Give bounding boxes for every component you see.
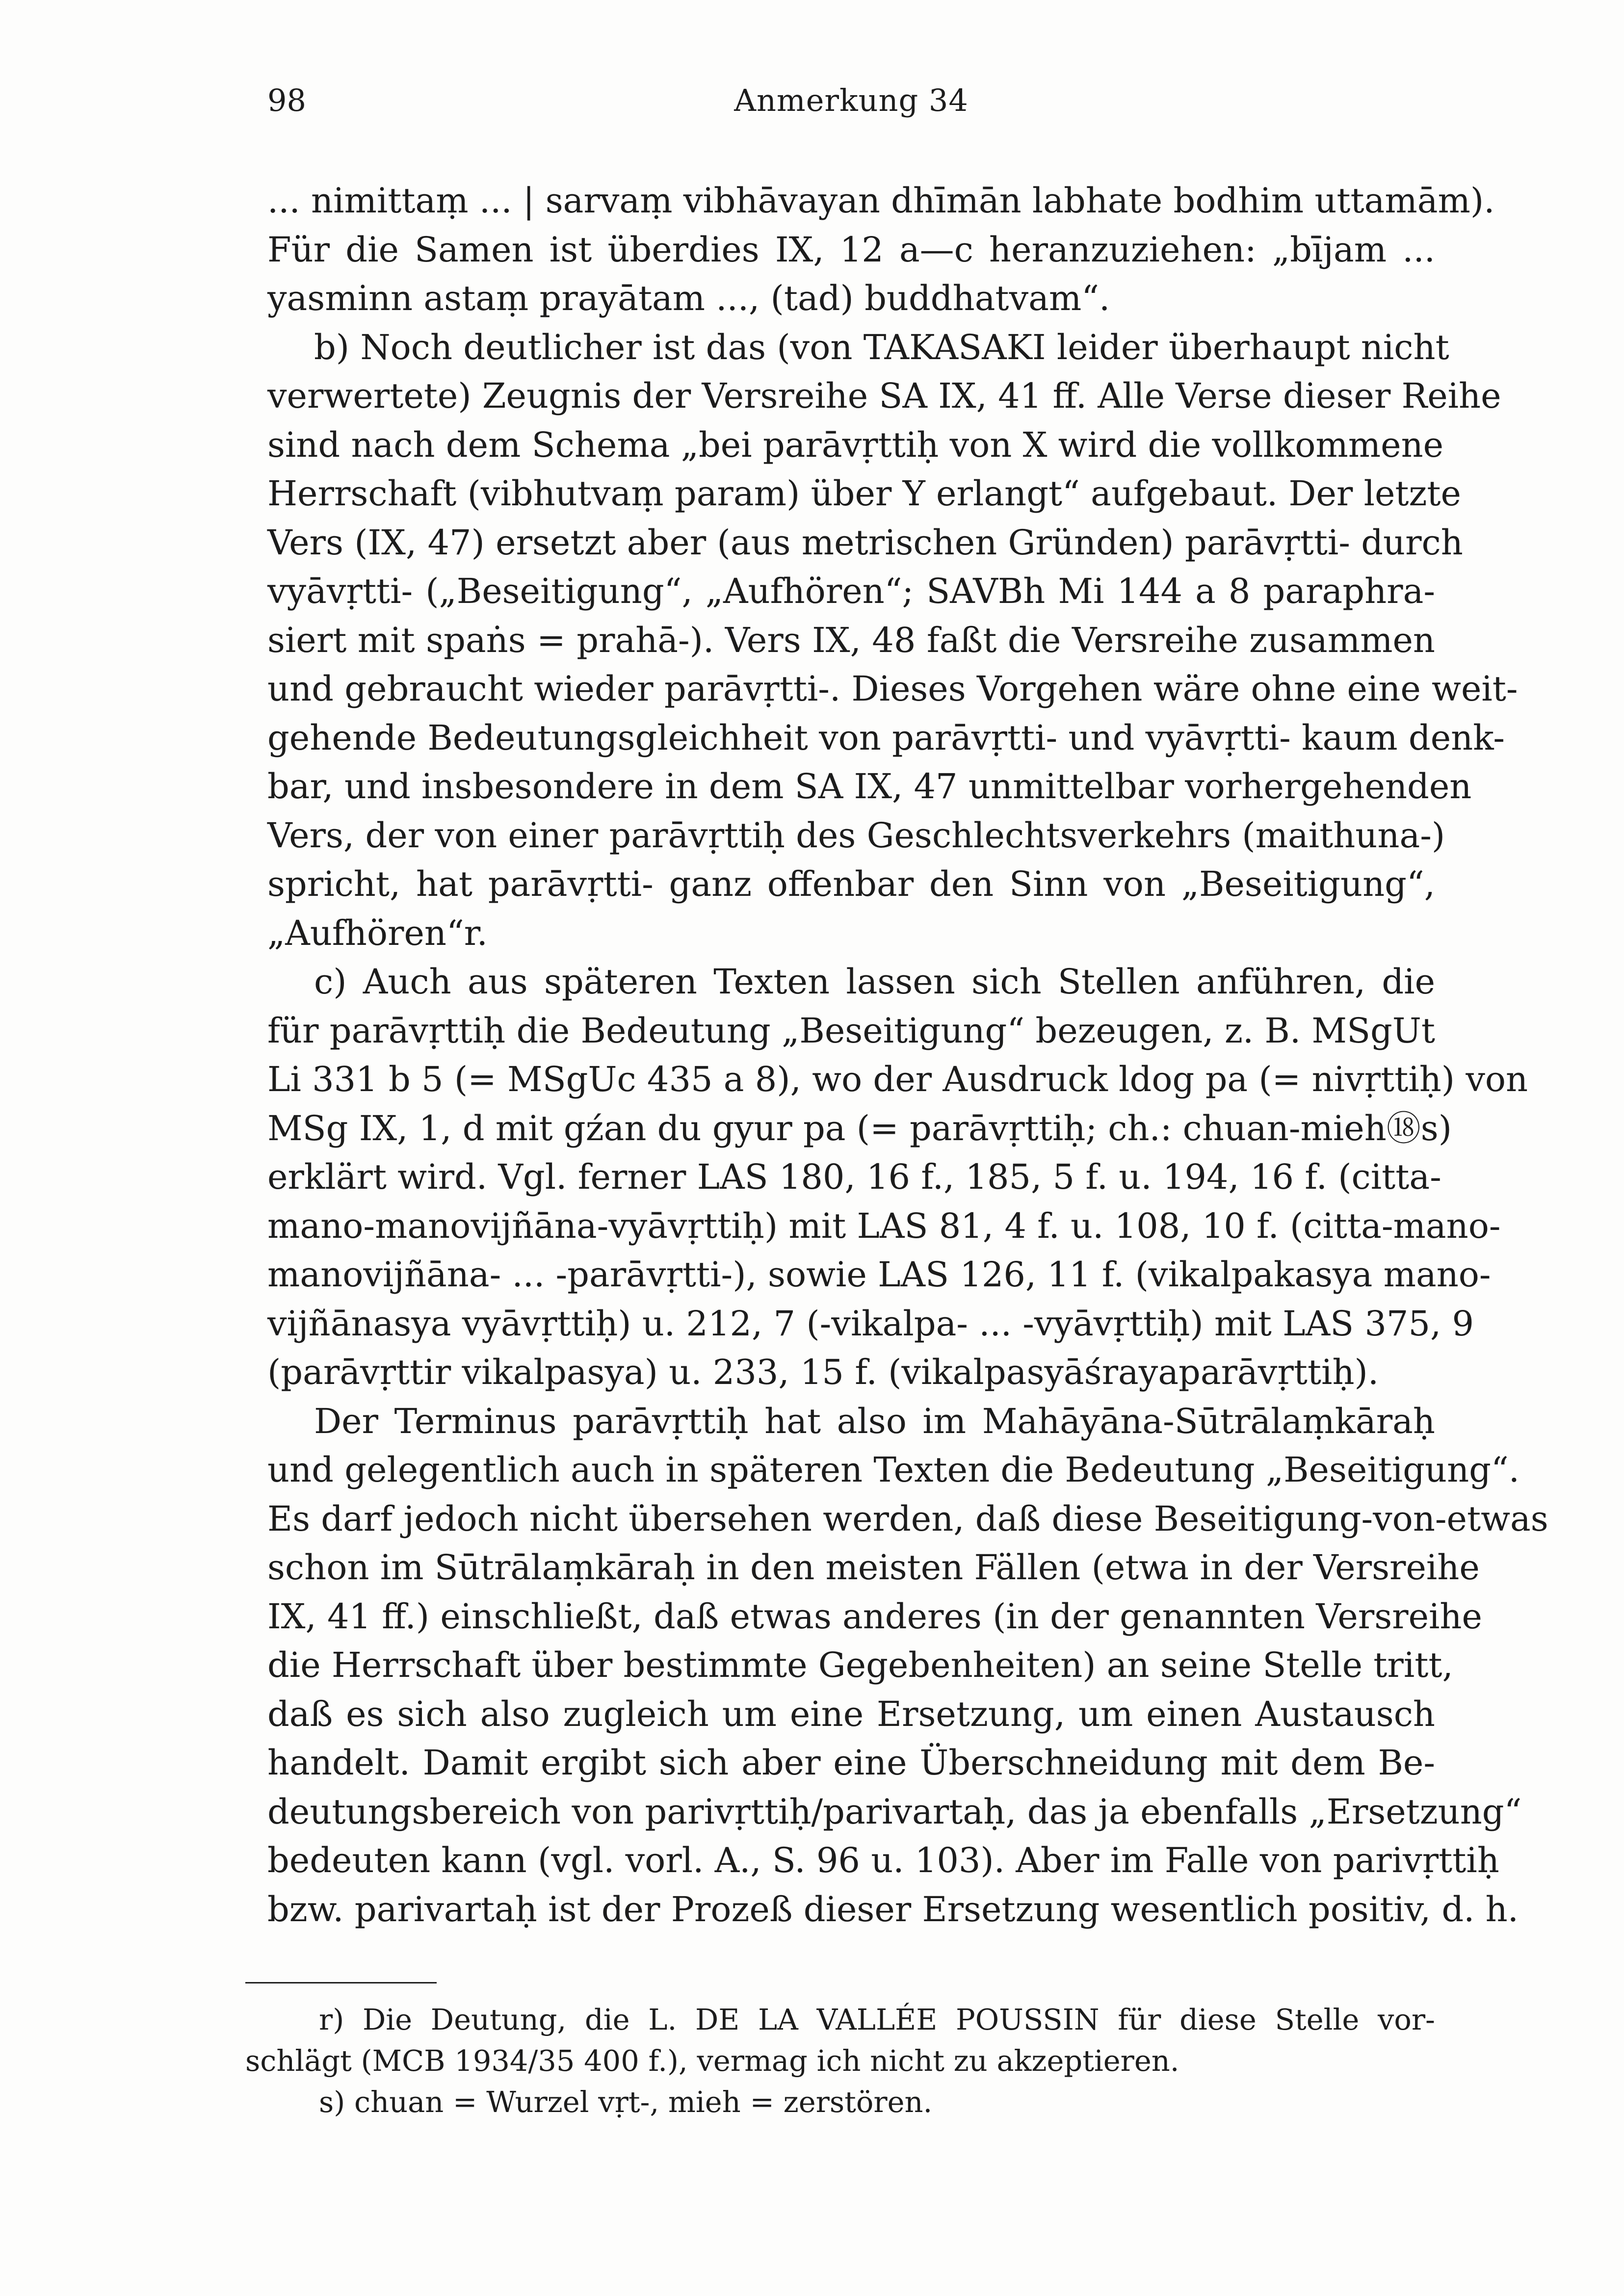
footnote-line: schlägt (MCB 1934/35 400 f.), vermag ich nicht zu akzeptieren. — [245, 2044, 1179, 2078]
text-line: schon im Sūtrālaṃkāraḥ in den meisten Fällen (etwa in der Versreihe — [267, 1547, 1480, 1588]
text-line: vyāvṛtti- („Beseitigung“, „Aufhören“; SAVBh Mi 144 a 8 paraphra- — [267, 571, 1435, 611]
text-line: bedeuten kann (vgl. vorl. A., S. 96 u. 103). Aber im Falle von parivṛttiḥ — [267, 1840, 1499, 1880]
footnote-divider — [245, 1982, 437, 1983]
text-line: MSg IX, 1, d mit gźan du gyur pa (= parāvṛttiḥ; ch.: chuan-mieh⑱s) — [267, 1108, 1452, 1148]
text-line: Für die Samen ist überdies IX, 12 a—c heranzuziehen: „bījam ... — [267, 229, 1435, 270]
text-line: für parāvṛttiḥ die Bedeutung „Beseitigung“ bezeugen, z. B. MSgUt — [267, 1010, 1435, 1051]
text-line: die Herrschaft über bestimmte Gegebenheiten) an seine Stelle tritt, — [267, 1645, 1453, 1685]
text-line: Der Terminus parāvṛttiḥ hat also im Mahāyāna-Sūtrālaṃkāraḥ — [314, 1401, 1435, 1441]
main-text — [267, 177, 1548, 1934]
text-line: verwertete) Zeugnis der Versreihe SA IX, 41 ff. Alle Verse dieser Reihe — [267, 376, 1501, 416]
footnotes — [245, 1999, 1435, 2123]
text-line: sind nach dem Schema „bei parāvṛttiḥ von X wird die vollkommene — [267, 424, 1444, 465]
text-line: c) Auch aus späteren Texten lassen sich Stellen anführen, die — [314, 962, 1435, 1002]
text-line: ... nimittaṃ ... | sarvaṃ vibhāvayan dhīmān labhate bodhim uttamām). — [267, 181, 1495, 221]
text-line: Es darf jedoch nicht übersehen werden, daß diese Beseitigung-von-etwas — [267, 1498, 1548, 1539]
text-line: bar, und insbesondere in dem SA IX, 47 unmittelbar vorhergehenden — [267, 766, 1472, 807]
text-line: daß es sich also zugleich um eine Ersetzung, um einen Austausch — [267, 1694, 1435, 1734]
text-line: mano-manovijñāna-vyāvṛttiḥ) mit LAS 81, 4 f. u. 108, 10 f. (citta-mano- — [267, 1205, 1501, 1246]
footnote-line: s) chuan = Wurzel vṛt-, mieh = zerstören. — [319, 2085, 933, 2119]
text-line: yasminn astaṃ prayātam ..., (tad) buddhatvam“. — [267, 278, 1110, 318]
page-number: 98 — [267, 82, 306, 118]
text-line: „Aufhören“r. — [267, 913, 488, 953]
text-line: b) Noch deutlicher ist das (von TAKASAKI leider überhaupt nicht — [314, 327, 1449, 367]
footnote-line: r) Die Deutung, die L. DE LA VALLÉE POUSSIN für diese Stelle vor- — [319, 2003, 1435, 2036]
text-line: Vers (IX, 47) ersetzt aber (aus metrischen Gründen) parāvṛtti- durch — [267, 522, 1463, 563]
text-line: und gelegentlich auch in späteren Texten die Bedeutung „Beseitigung“. — [267, 1450, 1520, 1490]
text-line: IX, 41 ff.) einschließt, daß etwas anderes (in der genannten Versreihe — [267, 1596, 1482, 1637]
text-line: vijñānasya vyāvṛttiḥ) u. 212, 7 (-vikalpa- ... -vyāvṛttiḥ) mit LAS 375, 9 — [267, 1303, 1474, 1344]
text-line: spricht, hat parāvṛtti- ganz offenbar den Sinn von „Beseitigung“, — [267, 864, 1435, 904]
running-head: Anmerkung 34 — [734, 82, 969, 118]
text-line: und gebraucht wieder parāvṛtti-. Dieses Vorgehen wäre ohne eine weit- — [267, 669, 1518, 709]
text-line: handelt. Damit ergibt sich aber eine Überschneidung mit dem Be- — [267, 1743, 1435, 1783]
text-line: siert mit spaṅs = prahā-). Vers IX, 48 faßt die Versreihe zusammen — [267, 620, 1435, 660]
text-line: Herrschaft (vibhutvaṃ param) über Y erlangt“ aufgebaut. Der letzte — [267, 473, 1461, 514]
text-line: Vers, der von einer parāvṛttiḥ des Geschlechtsverkehrs (maithuna-) — [267, 815, 1445, 856]
text-line: gehende Bedeutungsgleichheit von parāvṛtti- und vyāvṛtti- kaum denk- — [267, 717, 1505, 758]
text-line: deutungsbereich von parivṛttiḥ/parivartaḥ, das ja ebenfalls „Ersetzung“ — [267, 1791, 1522, 1832]
text-line: (parāvṛttir vikalpasya) u. 233, 15 f. (vikalpasyāśrayaparāvṛttiḥ). — [267, 1352, 1379, 1392]
text-line: manovijñāna- ... -parāvṛtti-), sowie LAS 126, 11 f. (vikalpakasya mano- — [267, 1254, 1491, 1295]
text-line: Li 331 b 5 (= MSgUc 435 a 8), wo der Ausdruck ldog pa (= nivṛttiḥ) von — [267, 1059, 1528, 1099]
text-line: erklärt wird. Vgl. ferner LAS 180, 16 f., 185, 5 f. u. 194, 16 f. (citta- — [267, 1157, 1441, 1197]
page-header — [267, 81, 1435, 120]
text-line: bzw. parivartaḥ ist der Prozeß dieser Ersetzung wesentlich positiv, d. h. — [267, 1889, 1519, 1930]
